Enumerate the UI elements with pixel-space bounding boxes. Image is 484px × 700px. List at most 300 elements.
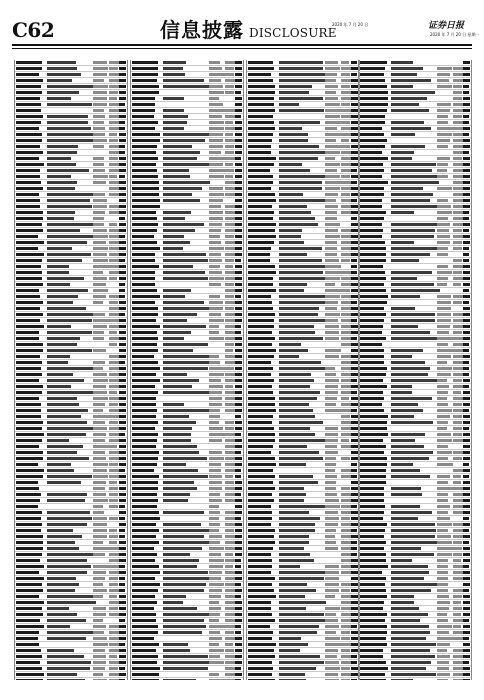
table-cell [209, 67, 222, 70]
table-cell [225, 475, 233, 478]
table-cell [163, 493, 190, 496]
table-cell [16, 607, 42, 610]
table-cell [119, 259, 125, 262]
table-cell [360, 61, 387, 64]
table-cell [341, 61, 349, 64]
table-cell [225, 277, 235, 280]
table-cell [463, 163, 470, 166]
table-cell [93, 73, 107, 76]
table-cell [119, 379, 126, 382]
table-cell [132, 583, 160, 586]
table-cell [119, 589, 125, 592]
table-cell [16, 175, 40, 178]
table-cell [235, 127, 242, 130]
table-cell [279, 439, 327, 442]
table-cell [109, 247, 119, 250]
table-cell [437, 265, 448, 268]
table-cell [279, 493, 306, 496]
table-cell [360, 253, 386, 256]
table-cell [351, 85, 358, 88]
table-cell [437, 145, 448, 148]
table-cell [325, 427, 338, 430]
table-cell [132, 379, 160, 382]
table-cell [16, 385, 43, 388]
table-cell [351, 469, 357, 472]
table-cell [163, 565, 197, 568]
table-cell [325, 325, 339, 328]
table-cell [93, 547, 109, 550]
table-cell [119, 427, 126, 430]
table-cell [93, 337, 104, 340]
table-cell [325, 217, 337, 220]
table-cell [279, 229, 302, 232]
table-cell [132, 91, 159, 94]
table-cell [109, 403, 118, 406]
table-cell [132, 457, 158, 460]
table-cell [16, 529, 41, 532]
table-cell [360, 529, 385, 532]
table-cell [235, 145, 242, 148]
table-cell [93, 643, 108, 646]
table-cell [360, 91, 388, 94]
table-cell [16, 307, 40, 310]
table-cell [437, 589, 448, 592]
table-cell [248, 457, 275, 460]
table-cell [47, 535, 82, 538]
table-cell [132, 175, 158, 178]
table-cell [93, 541, 103, 544]
table-cell [360, 283, 384, 286]
table-cell [351, 163, 358, 166]
table-cell [360, 211, 386, 214]
table-cell [463, 199, 470, 202]
table-cell [163, 313, 197, 316]
table-cell [119, 463, 126, 466]
table-cell [47, 103, 92, 106]
table-cell [93, 637, 107, 640]
table-cell [279, 607, 306, 610]
table-cell [341, 91, 351, 94]
table-cell [463, 619, 469, 622]
table-cell [351, 91, 358, 94]
table-cell [16, 661, 40, 664]
table-cell [391, 673, 436, 676]
table-cell [132, 517, 160, 520]
table-cell [463, 577, 470, 580]
table-cell [109, 319, 119, 322]
table-cell [119, 421, 126, 424]
table-cell [16, 319, 40, 322]
table-cell [437, 337, 453, 340]
table-cell [119, 337, 126, 340]
table-cell [163, 139, 205, 142]
table-cell [360, 385, 387, 388]
table-cell [463, 211, 469, 214]
table-cell [463, 637, 469, 640]
table-cell [360, 505, 385, 508]
table-cell [279, 211, 311, 214]
table-cell [132, 133, 160, 136]
table-cell [325, 97, 338, 100]
table-cell [391, 247, 438, 250]
table-cell [248, 301, 272, 304]
table-cell [93, 487, 105, 490]
table-cell [279, 271, 323, 274]
table-cell [325, 655, 337, 658]
table-cell [235, 565, 241, 568]
table-cell [132, 73, 158, 76]
table-cell [351, 67, 358, 70]
table-cell [225, 337, 235, 340]
table-cell [47, 379, 84, 382]
table-cell [463, 379, 470, 382]
table-cell [279, 511, 309, 514]
table-cell [325, 445, 337, 448]
table-cell [47, 409, 88, 412]
table-cell [109, 97, 117, 100]
table-cell [209, 253, 221, 256]
table-cell [463, 499, 470, 502]
table-cell [463, 67, 470, 70]
table-cell [47, 253, 91, 256]
table-cell [279, 247, 322, 250]
table-cell [47, 403, 79, 406]
table-cell [325, 115, 340, 118]
table-cell [132, 577, 155, 580]
table-cell [437, 487, 453, 490]
table-cell [163, 331, 191, 334]
table-cell [279, 121, 320, 124]
table-cell [47, 601, 96, 604]
table-cell [391, 337, 439, 340]
table-cell [225, 151, 234, 154]
table-cell [225, 493, 235, 496]
table-cell [437, 421, 448, 424]
table-cell [279, 535, 309, 538]
table-cell [109, 535, 118, 538]
table-cell [463, 271, 470, 274]
table-cell [463, 553, 470, 556]
table-cell [132, 559, 155, 562]
table-cell [209, 631, 220, 634]
table-cell [119, 679, 125, 680]
table-cell [209, 493, 220, 496]
table-cell [235, 157, 241, 160]
table-cell [360, 241, 385, 244]
table-cell [132, 97, 155, 100]
table-cell [235, 517, 241, 520]
table-cell [109, 355, 119, 358]
table-cell [341, 505, 352, 508]
table-cell [279, 403, 309, 406]
table-cell [437, 433, 451, 436]
table-cell [351, 517, 358, 520]
table-cell [463, 301, 469, 304]
table-cell [248, 187, 271, 190]
table-cell [437, 133, 452, 136]
table-cell [47, 463, 71, 466]
table-cell [93, 301, 103, 304]
table-cell [163, 217, 185, 220]
table-cell [391, 211, 414, 214]
table-cell [225, 565, 233, 568]
table-cell [119, 409, 126, 412]
table-cell [463, 235, 470, 238]
table-cell [391, 109, 429, 112]
table-cell [132, 145, 157, 148]
table-cell [109, 73, 119, 76]
table-cell [132, 337, 158, 340]
table-cell [360, 79, 385, 82]
table-cell [360, 595, 387, 598]
table-cell [248, 439, 275, 442]
table-cell [463, 103, 470, 106]
table-cell [391, 421, 433, 424]
table-cell [463, 661, 469, 664]
table-cell [132, 247, 160, 250]
table-cell [437, 199, 448, 202]
table-cell [463, 589, 469, 592]
table-cell [93, 205, 107, 208]
table-cell [341, 259, 350, 262]
table-cell [248, 241, 274, 244]
table-cell [351, 427, 358, 430]
table-cell [437, 643, 450, 646]
table-cell [351, 271, 357, 274]
table-cell [391, 97, 427, 100]
table-cell [209, 169, 225, 172]
table-cell [325, 385, 338, 388]
table-cell [132, 193, 159, 196]
table-cell [463, 679, 470, 680]
table-cell [209, 103, 223, 106]
table-cell [453, 115, 462, 118]
table-cell [248, 259, 270, 262]
table-cell [248, 229, 275, 232]
table-cell [109, 265, 119, 268]
table-cell [47, 613, 77, 616]
table-cell [119, 217, 125, 220]
table-cell [391, 631, 430, 634]
table-cell [119, 73, 126, 76]
table-cell [437, 157, 450, 160]
table-cell [391, 385, 412, 388]
table-cell [109, 313, 119, 316]
table-cell [453, 271, 462, 274]
table-cell [437, 295, 451, 298]
table-cell [351, 625, 357, 628]
table-cell [132, 259, 155, 262]
table-cell [360, 679, 386, 680]
table-cell [119, 499, 126, 502]
table-cell [391, 79, 431, 82]
table-cell [437, 163, 448, 166]
table-cell [279, 343, 301, 346]
table-cell [235, 547, 242, 550]
table-cell [351, 253, 358, 256]
table-cell [453, 229, 462, 232]
table-cell [391, 253, 430, 256]
table-cell [235, 349, 242, 352]
table-cell [351, 265, 357, 268]
table-cell [248, 637, 272, 640]
table-cell [248, 463, 276, 466]
table-cell [463, 307, 470, 310]
table-cell [47, 655, 84, 658]
table-cell [93, 61, 107, 64]
table-cell [119, 445, 126, 448]
table-cell [47, 439, 69, 442]
table-cell [437, 451, 452, 454]
table-cell [437, 403, 448, 406]
table-cell [391, 589, 431, 592]
table-cell [16, 499, 40, 502]
table-cell [132, 307, 158, 310]
table-cell [235, 451, 241, 454]
table-cell [248, 475, 275, 478]
table-cell [279, 367, 325, 370]
table-cell [163, 73, 185, 76]
table-cell [209, 559, 224, 562]
table-cell [463, 133, 469, 136]
table-cell [248, 199, 276, 202]
table-cell [47, 175, 71, 178]
table-cell [351, 145, 358, 148]
table-cell [235, 433, 241, 436]
table-cell [109, 259, 119, 262]
table-cell [360, 307, 384, 310]
table-cell [209, 541, 220, 544]
table-cell [16, 565, 44, 568]
table-cell [325, 355, 339, 358]
table-cell [119, 319, 126, 322]
table-cell [235, 427, 242, 430]
table-cell [453, 625, 461, 628]
table-cell [225, 343, 234, 346]
table-cell [109, 385, 119, 388]
table-cell [391, 355, 412, 358]
table-cell [391, 655, 435, 658]
table-cell [163, 373, 187, 376]
table-cell [163, 547, 202, 550]
table-cell [248, 103, 274, 106]
table-cell [163, 433, 191, 436]
table-cell [119, 289, 125, 292]
table-cell [93, 361, 105, 364]
table-cell [360, 667, 388, 670]
table-cell [47, 211, 75, 214]
table-cell [209, 601, 219, 604]
table-cell [248, 133, 273, 136]
table-cell [119, 601, 126, 604]
table-cell [16, 631, 39, 634]
table-cell [132, 415, 156, 418]
table-cell [351, 241, 358, 244]
table-cell [351, 223, 358, 226]
table-cell [163, 535, 204, 538]
table-cell [325, 493, 337, 496]
table-cell [47, 91, 79, 94]
table-cell [279, 289, 304, 292]
table-cell [325, 547, 338, 550]
table-cell [248, 661, 272, 664]
table-cell [16, 679, 43, 680]
table-cell [437, 553, 452, 556]
table-cell [93, 277, 107, 280]
table-cell [47, 151, 77, 154]
table-cell [132, 331, 157, 334]
table-cell [279, 637, 301, 640]
table-cell [132, 523, 156, 526]
table-cell [391, 463, 413, 466]
table-cell [119, 79, 126, 82]
table-cell [119, 265, 126, 268]
table-cell [437, 271, 452, 274]
table-cell [437, 667, 449, 670]
table-cell [351, 487, 358, 490]
table-cell [341, 385, 351, 388]
table-cell [360, 631, 387, 634]
meta-line-1: 2020 年 7 月 20 日 [332, 22, 369, 27]
table-cell [209, 211, 223, 214]
table-cell [248, 427, 274, 430]
table-cell [248, 487, 275, 490]
table-cell [437, 349, 453, 352]
table-cell [119, 403, 126, 406]
table-cell [109, 595, 117, 598]
table-cell [279, 103, 299, 106]
table-cell [279, 355, 299, 358]
table-cell [16, 409, 41, 412]
table-cell [16, 115, 43, 118]
table-cell [463, 391, 470, 394]
table-cell [360, 535, 384, 538]
table-cell [132, 607, 154, 610]
table-cell [209, 433, 225, 436]
table-cell [163, 127, 184, 130]
table-cell [16, 517, 41, 520]
table-cell [119, 643, 125, 646]
table-cell [132, 511, 159, 514]
table-cell [463, 421, 470, 424]
table-cell [279, 385, 310, 388]
table-cell [279, 655, 320, 658]
table-cell [453, 187, 463, 190]
table-cell [351, 571, 358, 574]
table-column [358, 60, 472, 680]
table-cell [235, 385, 242, 388]
table-cell [325, 577, 339, 580]
table-cell [119, 163, 126, 166]
table-cell [163, 67, 183, 70]
table-cell [119, 205, 126, 208]
table-cell [93, 607, 106, 610]
table-cell [109, 607, 118, 610]
table-cell [109, 469, 119, 472]
table-cell [463, 613, 470, 616]
table-cell [360, 103, 388, 106]
table-cell [132, 265, 159, 268]
table-cell [209, 547, 224, 550]
table-cell [225, 427, 234, 430]
table-cell [341, 373, 351, 376]
table-cell [437, 253, 448, 256]
table-cell [341, 121, 350, 124]
table-cell [325, 667, 340, 670]
table-cell [235, 91, 241, 94]
table-cell [453, 457, 462, 460]
table-cell [360, 427, 387, 430]
